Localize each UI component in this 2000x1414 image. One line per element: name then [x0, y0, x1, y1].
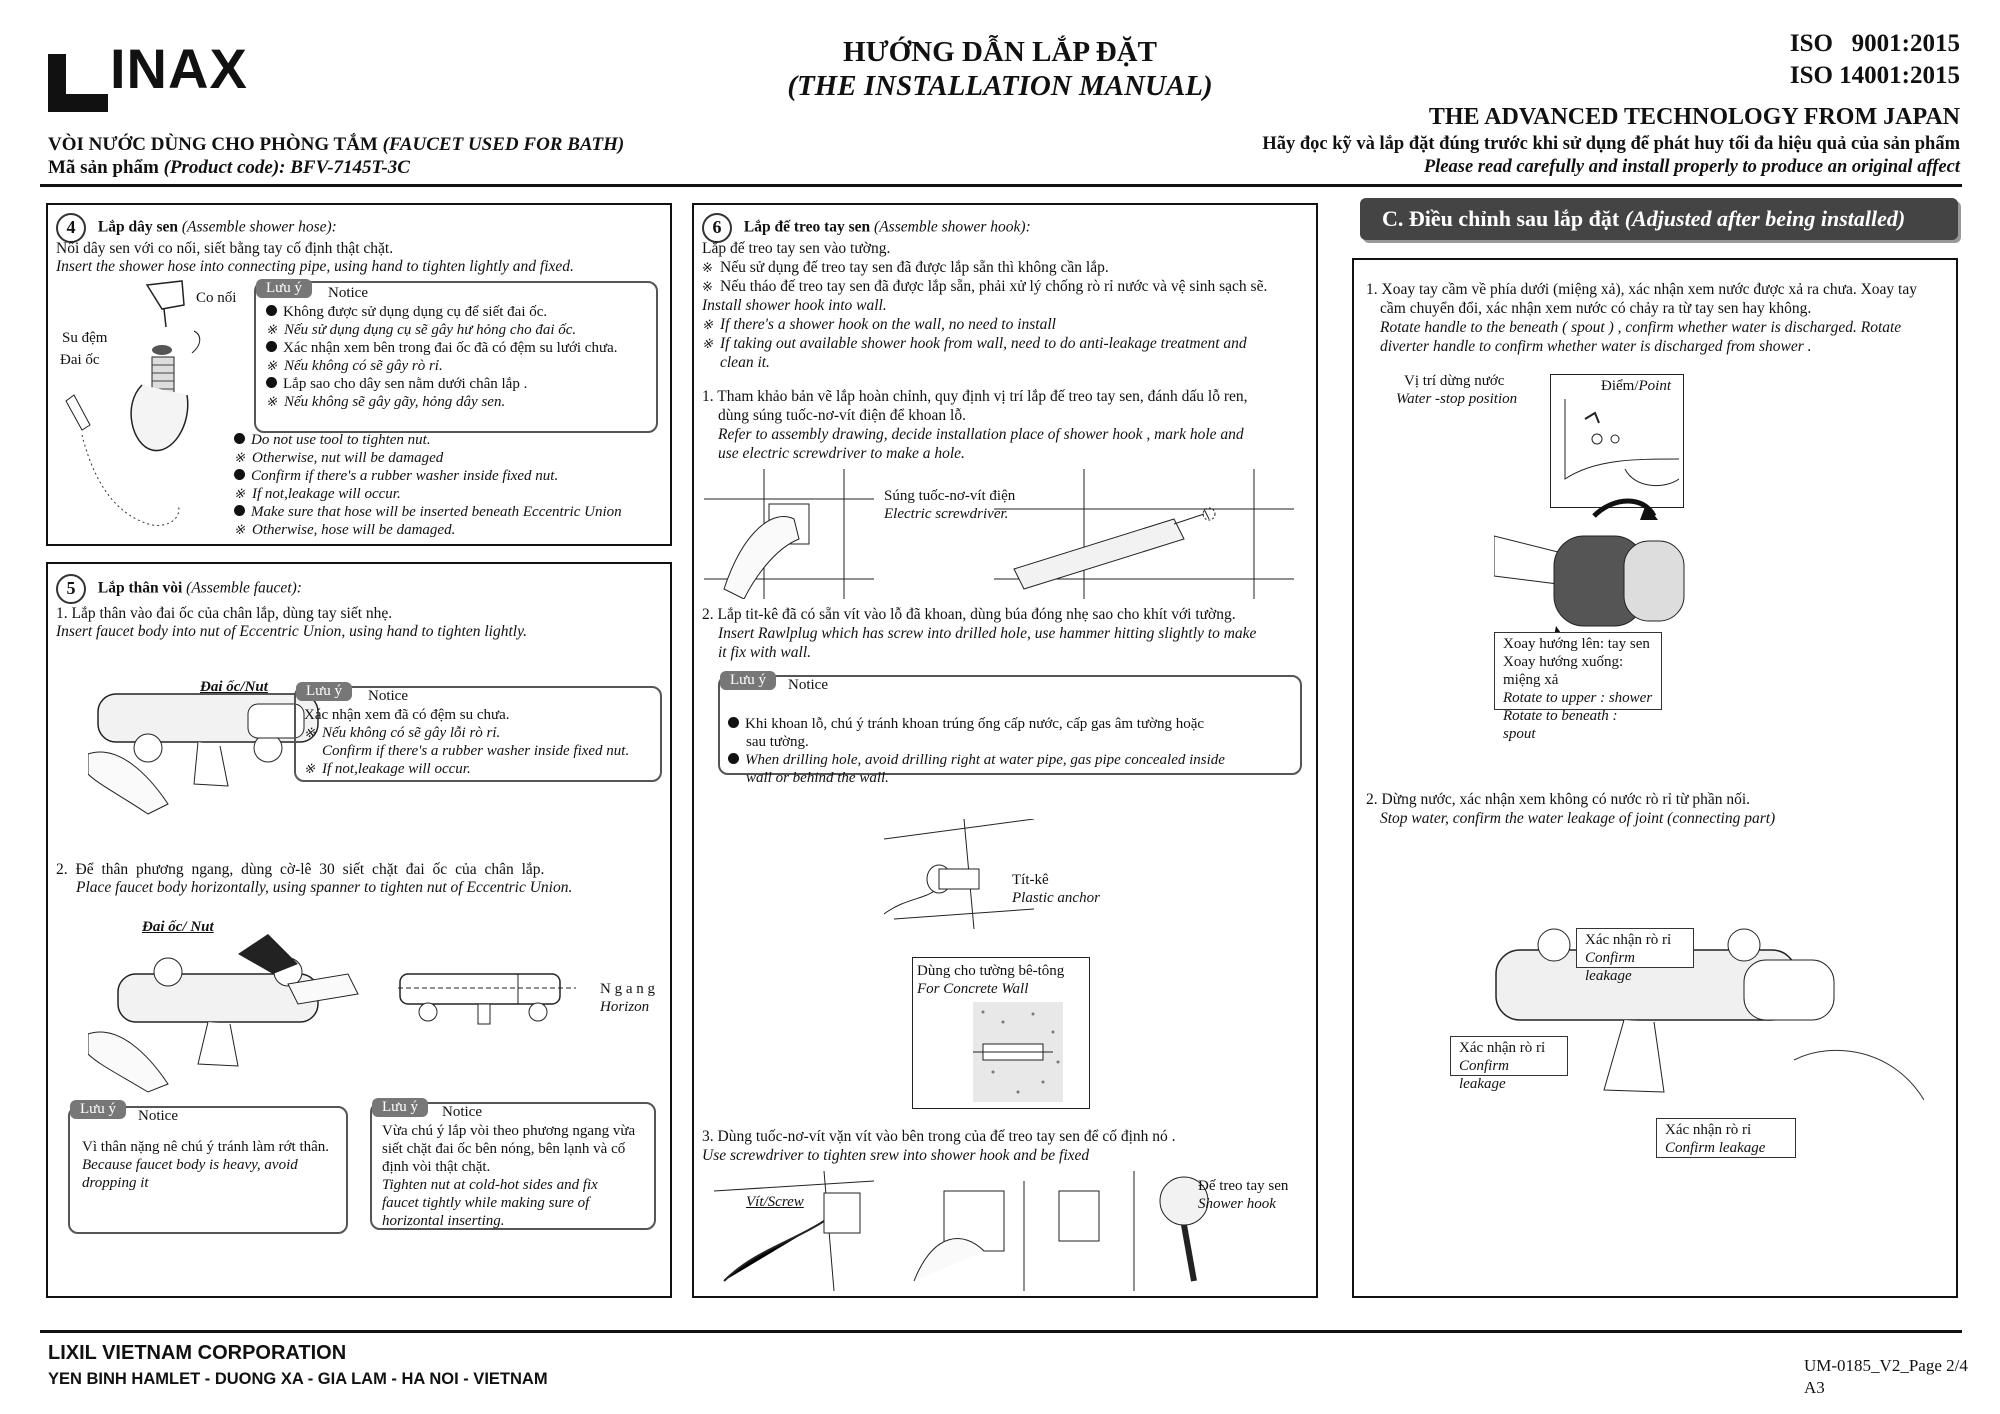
leak-callout-left [1450, 1036, 1568, 1092]
notice-line: siết chặt đai ốc bên nóng, bên lạnh và cố [382, 1141, 626, 1157]
leak-en: Confirm leakage [1459, 1058, 1510, 1092]
logo-text: INAX [110, 37, 248, 100]
step2-line: it fix with wall. [718, 644, 812, 661]
notice-line: Xác nhận xem đã có đệm su chưa. [304, 707, 510, 723]
step2-line: Stop water, confirm the water leakage of joint (connecting part) [1380, 810, 1776, 827]
section5-step2-vn: 2. Để thân phương ngang, dùng cờ-lê 30 siết chặt đai ốc của chân lắp. [56, 861, 545, 878]
concrete-vn: Dùng cho tường bê-tông [917, 963, 1065, 979]
iso-14001: ISO 14001:2015 [1789, 62, 1960, 89]
bullet-icon [234, 433, 245, 444]
section6-step1 [702, 387, 1314, 463]
note-item: ※ Nếu sử dụng dụng cụ sẽ gây hư hỏng cho đai ốc. [266, 322, 577, 338]
point-label-en: Point [1638, 378, 1671, 394]
note-item: ※ If not,leakage will occur. [234, 486, 401, 502]
bullet-icon [234, 505, 245, 516]
bullet-icon [728, 717, 739, 728]
section5-step1-en: Insert faucet body into nut of Eccentric Union, using hand to tighten lightly. [56, 623, 527, 640]
leak-en: Confirm leakage [1665, 1140, 1766, 1156]
footer-rule [40, 1330, 1962, 1333]
product-name [48, 134, 624, 156]
section6-intro [702, 239, 1314, 372]
page-title-vn: HƯỚNG DẪN LẮP ĐẶT [843, 36, 1157, 68]
header-rule [40, 184, 1962, 187]
footer-doc-code: UM-0185_V2_Page 2/4 [1804, 1356, 1968, 1375]
note-item: Make sure that hose will be inserted beneath Eccentric Union [234, 503, 670, 521]
notice-line: Khi khoan lỗ, chú ý tránh khoan trúng ống cấp nước, cấp gas âm tường hoặc [728, 715, 1298, 733]
intro-line: ※ If taking out available shower hook from wall, need to do anti-leakage treatment and [702, 335, 1247, 352]
section6-panel [692, 203, 1318, 1298]
section6-notice-word: Notice [788, 677, 828, 693]
logo-mark-base [48, 94, 108, 112]
step-number-5: 5 [56, 574, 86, 604]
label-stop-vn: Vị trí dừng nước [1404, 373, 1505, 389]
step3-line: 3. Dùng tuốc-nơ-vít vặn vít vào bên trong của đế treo tay sen để cố định nó . [702, 1128, 1176, 1145]
asterisk-icon: ※ [234, 450, 245, 465]
asterisk-icon: ※ [266, 358, 277, 373]
step-number-4: 4 [56, 213, 86, 243]
label-hook-en: Shower hook [1198, 1196, 1276, 1212]
intro-line: Lắp đế treo tay sen vào tường. [702, 240, 891, 257]
product-vn: VÒI NƯỚC DÙNG CHO PHÒNG TẮM [48, 134, 378, 155]
notice-line: Vừa chú ý lắp vòi theo phương ngang vừa [382, 1123, 636, 1139]
note-item: ※ Otherwise, hose will be damaged. [234, 522, 456, 538]
section5-notice3-text [382, 1122, 654, 1230]
label-conoi: Co nối [196, 290, 237, 306]
notice-line: sau tường. [746, 734, 809, 750]
label-sudem: Su đệm [62, 330, 108, 346]
note-item: ※ Nếu không sẽ gây gãy, hỏng dây sen. [266, 394, 506, 410]
step1-line: cầm chuyển đổi, xác nhận xem nước có chảy ra từ tay sen hay không. [1380, 300, 1812, 317]
section4-panel [46, 203, 672, 546]
notice-line: dropping it [82, 1175, 149, 1191]
product-code [48, 157, 410, 179]
leak-vn: Xác nhận rò rỉ [1459, 1040, 1546, 1056]
intro-line: Install shower hook into wall. [702, 297, 887, 314]
asterisk-icon: ※ [234, 522, 245, 537]
point-label-vn: Điểm/ [1601, 378, 1639, 394]
bullet-icon [266, 341, 277, 352]
section6-notice-text [728, 715, 1298, 787]
leak-vn: Xác nhận rò rỉ [1665, 1122, 1752, 1138]
section5-notice3-word: Notice [442, 1104, 482, 1120]
footer-company: LIXIL VIETNAM CORPORATION [48, 1342, 347, 1364]
label-horizon: Horizon [600, 999, 650, 1015]
sectionC-title-en: (Adjusted after being installed) [1624, 206, 1906, 231]
concrete-anchor-icon [973, 1002, 1063, 1102]
section5-title [56, 574, 302, 604]
asterisk-icon: ※ [304, 725, 315, 740]
section4-notice-word: Notice [328, 285, 368, 301]
label-screw: Vít/Screw [746, 1194, 804, 1210]
sectionC-header [1360, 198, 1958, 240]
label-titke: Tít-kê [1012, 872, 1049, 888]
section6-step2 [702, 605, 1314, 662]
notice-line: định vòi thật chặt. [382, 1159, 491, 1175]
step-number-6: 6 [702, 213, 732, 243]
asterisk-icon: ※ [266, 394, 277, 409]
section5-notice1-tag: Lưu ý [296, 682, 352, 701]
step1-line: diverter handle to confirm whether water is discharged from shower . [1380, 338, 1812, 355]
leak-callout-bottom [1656, 1118, 1796, 1158]
code-label-vn: Mã sản phẩm [48, 157, 159, 178]
label-nut2: Đai ốc/ Nut [142, 919, 214, 935]
step1-line: 1. Tham khảo bản vẽ lắp hoàn chỉnh, quy định vị trí lắp đế treo tay sen, đánh dấu lỗ ren, [702, 388, 1248, 405]
bullet-icon [266, 377, 277, 388]
notice-line: faucet tightly while making sure of [382, 1195, 590, 1211]
section4-notes-vn [266, 303, 656, 411]
label-ngang: N g a n g [600, 981, 655, 997]
notice-line: When drilling hole, avoid drilling right at water pipe, gas pipe concealed inside [728, 751, 1298, 769]
footer-paper: A3 [1804, 1378, 1825, 1397]
sectionC-title-vn: C. Điều chỉnh sau lắp đặt [1382, 206, 1620, 231]
callout-line: Xoay hướng lên: tay sen [1503, 636, 1650, 652]
horizontal-faucet-illustration [398, 964, 578, 1044]
concrete-en: For Concrete Wall [917, 981, 1029, 997]
callout-line: Rotate to upper : shower [1503, 690, 1653, 706]
note-item: ※ Otherwise, nut will be damaged [234, 450, 444, 466]
product-en: (FAUCET USED FOR BATH) [382, 134, 625, 155]
callout-line: Rotate to beneath : spout [1503, 708, 1618, 742]
note-item: Do not use tool to tighten nut. [234, 431, 670, 449]
step2-line: Insert Rawlplug which has screw into drilled hole, use hammer hitting slightly to make [718, 625, 1257, 642]
section4-line2: Insert the shower hose into connecting pipe, using hand to tighten lightly and fixed. [56, 258, 574, 275]
label-nut1: Đai ốc/Nut [200, 679, 268, 695]
note-item: Không được sử dụng dụng cụ để siết đai ốc. [266, 303, 656, 321]
iso-9001: ISO 9001:2015 [1789, 30, 1960, 57]
section6-step3 [702, 1127, 1314, 1165]
asterisk-icon: ※ [702, 260, 713, 275]
section5-title-vn: Lắp thân vòi [97, 579, 183, 597]
step1-line: Rotate handle to the beneath ( spout ) , confirm whether water is discharged. Rotate [1380, 319, 1902, 336]
section4-notice-tag: Lưu ý [256, 279, 312, 298]
section5-step2-en: Place faucet body horizontally, using spanner to tighten nut of Eccentric Union. [76, 879, 573, 896]
code-label-en: (Product code): [163, 157, 286, 178]
asterisk-icon: ※ [266, 322, 277, 337]
intro-line: clean it. [720, 354, 770, 371]
tagline: THE ADVANCED TECHNOLOGY FROM JAPAN [1428, 104, 1960, 130]
note-item: Confirm if there's a rubber washer inside fixed nut. [234, 467, 670, 485]
read-notice-vn: Hãy đọc kỹ và lắp đặt đúng trước khi sử dụng để phát huy tối đa hiệu quả của sản phẩm [1262, 134, 1960, 154]
step3-line: Use screwdriver to tighten srew into shower hook and be fixed [702, 1147, 1090, 1164]
intro-line: ※ Nếu tháo đế treo tay sen đã được lắp sẵn, phải xử lý chống rò rỉ nước và vệ sinh sạch sẽ. [702, 278, 1268, 295]
point-label [1601, 377, 1671, 395]
step1-line: dùng súng tuốc-nơ-vít điện để khoan lỗ. [718, 407, 966, 424]
section6-title-en: (Assemble shower hook): [874, 218, 1031, 236]
electric-screwdriver-illustration [994, 469, 1294, 599]
section4-line1: Nối dây sen với co nối, siết bằng tay cố định thật chặt. [56, 240, 394, 257]
footer-address: YEN BINH HAMLET - DUONG XA - GIA LAM - HA NOI - VIETNAM [48, 1370, 548, 1388]
notice-line: Confirm if there's a rubber washer inside fixed nut. [322, 743, 630, 759]
section5-step1-vn: 1. Lắp thân vào đai ốc của chân lắp, dùng tay siết nhẹ. [56, 605, 393, 622]
section5-panel [46, 562, 672, 1298]
step1-line: use electric screwdriver to make a hole. [718, 445, 965, 462]
concrete-wall-box [912, 957, 1090, 1109]
label-gun-en: Electric screwdriver. [884, 506, 1009, 522]
section4-title-vn: Lắp dây sen [97, 218, 178, 236]
asterisk-icon: ※ [304, 761, 315, 776]
asterisk-icon: ※ [702, 317, 713, 332]
asterisk-icon: ※ [234, 486, 245, 501]
step1-line: 1. Xoay tay cầm về phía dưới (miệng xả), xác nhận xem nước được xả ra chưa. Xoay tay [1366, 281, 1917, 298]
sectionC-title [1382, 206, 1905, 232]
bullet-icon [266, 305, 277, 316]
asterisk-icon: ※ [702, 279, 713, 294]
section5-notice2-tag: Lưu ý [70, 1100, 126, 1119]
section6-title-vn: Lắp đế treo tay sen [743, 218, 871, 236]
label-gun-vn: Súng tuốc-nơ-vít điện [884, 488, 1016, 504]
section4-notes-en [234, 431, 670, 539]
step1-line: Refer to assembly drawing, decide installation place of shower hook , mark hole and [718, 426, 1244, 443]
label-hook-vn: Đế treo tay sen [1198, 1178, 1289, 1194]
leak-vn: Xác nhận rò rỉ [1585, 932, 1672, 948]
notice-line: Because faucet body is heavy, avoid [82, 1157, 298, 1173]
section6-notice-tag: Lưu ý [720, 671, 776, 690]
code-value: BFV-7145T-3C [290, 157, 410, 178]
marking-hole-illustration [704, 469, 874, 599]
notice-line: horizontal inserting. [382, 1213, 505, 1229]
section5-notice3-tag: Lưu ý [372, 1098, 428, 1117]
notice-line: Tighten nut at cold-hot sides and fix [382, 1177, 598, 1193]
note-item: ※ Nếu không có sẽ gây rò rỉ. [266, 358, 443, 374]
intro-line: ※ If there's a shower hook on the wall, no need to install [702, 316, 1056, 333]
sectionC-panel [1352, 258, 1958, 1298]
leak-callout-top [1576, 928, 1694, 984]
leak-en: Confirm leakage [1585, 950, 1636, 984]
section5-notice1-text [304, 706, 664, 778]
asterisk-icon: ※ [702, 336, 713, 351]
read-notice-en: Please read carefully and install properly to produce an original affect [1423, 157, 1960, 177]
inax-logo [48, 37, 258, 112]
label-anchor: Plastic anchor [1012, 890, 1100, 906]
section5-title-en: (Assemble faucet): [186, 579, 302, 597]
notice-line: ※ Nếu không có sẽ gây lỗi rò rỉ. [304, 725, 501, 741]
bullet-icon [728, 753, 739, 764]
section4-title-en: (Assemble shower hose): [181, 218, 337, 236]
rotate-callout [1494, 632, 1662, 742]
callout-line: Xoay hướng xuống: miệng xả [1503, 654, 1624, 688]
step2-line: 2. Dừng nước, xác nhận xem không có nước rò rỉ từ phần nối. [1366, 791, 1751, 808]
label-stop-en: Water -stop position [1396, 391, 1518, 407]
notice-line: Vì thân nặng nê chú ý tránh làm rớt thân. [82, 1139, 330, 1155]
note-item: Xác nhận xem bên trong đai ốc đã có đệm su lưới chưa. [266, 339, 656, 357]
sectionC-step2 [1366, 790, 1956, 828]
section5-notice1-word: Notice [368, 688, 408, 704]
label-daioc: Đai ốc [60, 352, 100, 368]
notice-line: ※ If not,leakage will occur. [304, 761, 471, 777]
section5-notice2-word: Notice [138, 1108, 178, 1124]
note-item: Lắp sao cho dây sen nằm dưới chân lắp . [266, 375, 656, 393]
section5-notice2-text [82, 1138, 344, 1192]
step2-line: 2. Lắp tit-kê đã có sẵn vít vào lỗ đã khoan, dùng búa đóng nhẹ sao cho khít với tường. [702, 606, 1236, 623]
page-title-en: (THE INSTALLATION MANUAL) [787, 70, 1213, 102]
sectionC-step1 [1366, 280, 1956, 356]
notice-line: wall or behind the wall. [746, 770, 889, 786]
bullet-icon [234, 469, 245, 480]
hose-illustration [52, 275, 252, 545]
intro-line: ※ Nếu sử dụng đế treo tay sen đã được lắp sẵn thì không cần lắp. [702, 259, 1109, 276]
spanner-illustration [88, 914, 388, 1094]
